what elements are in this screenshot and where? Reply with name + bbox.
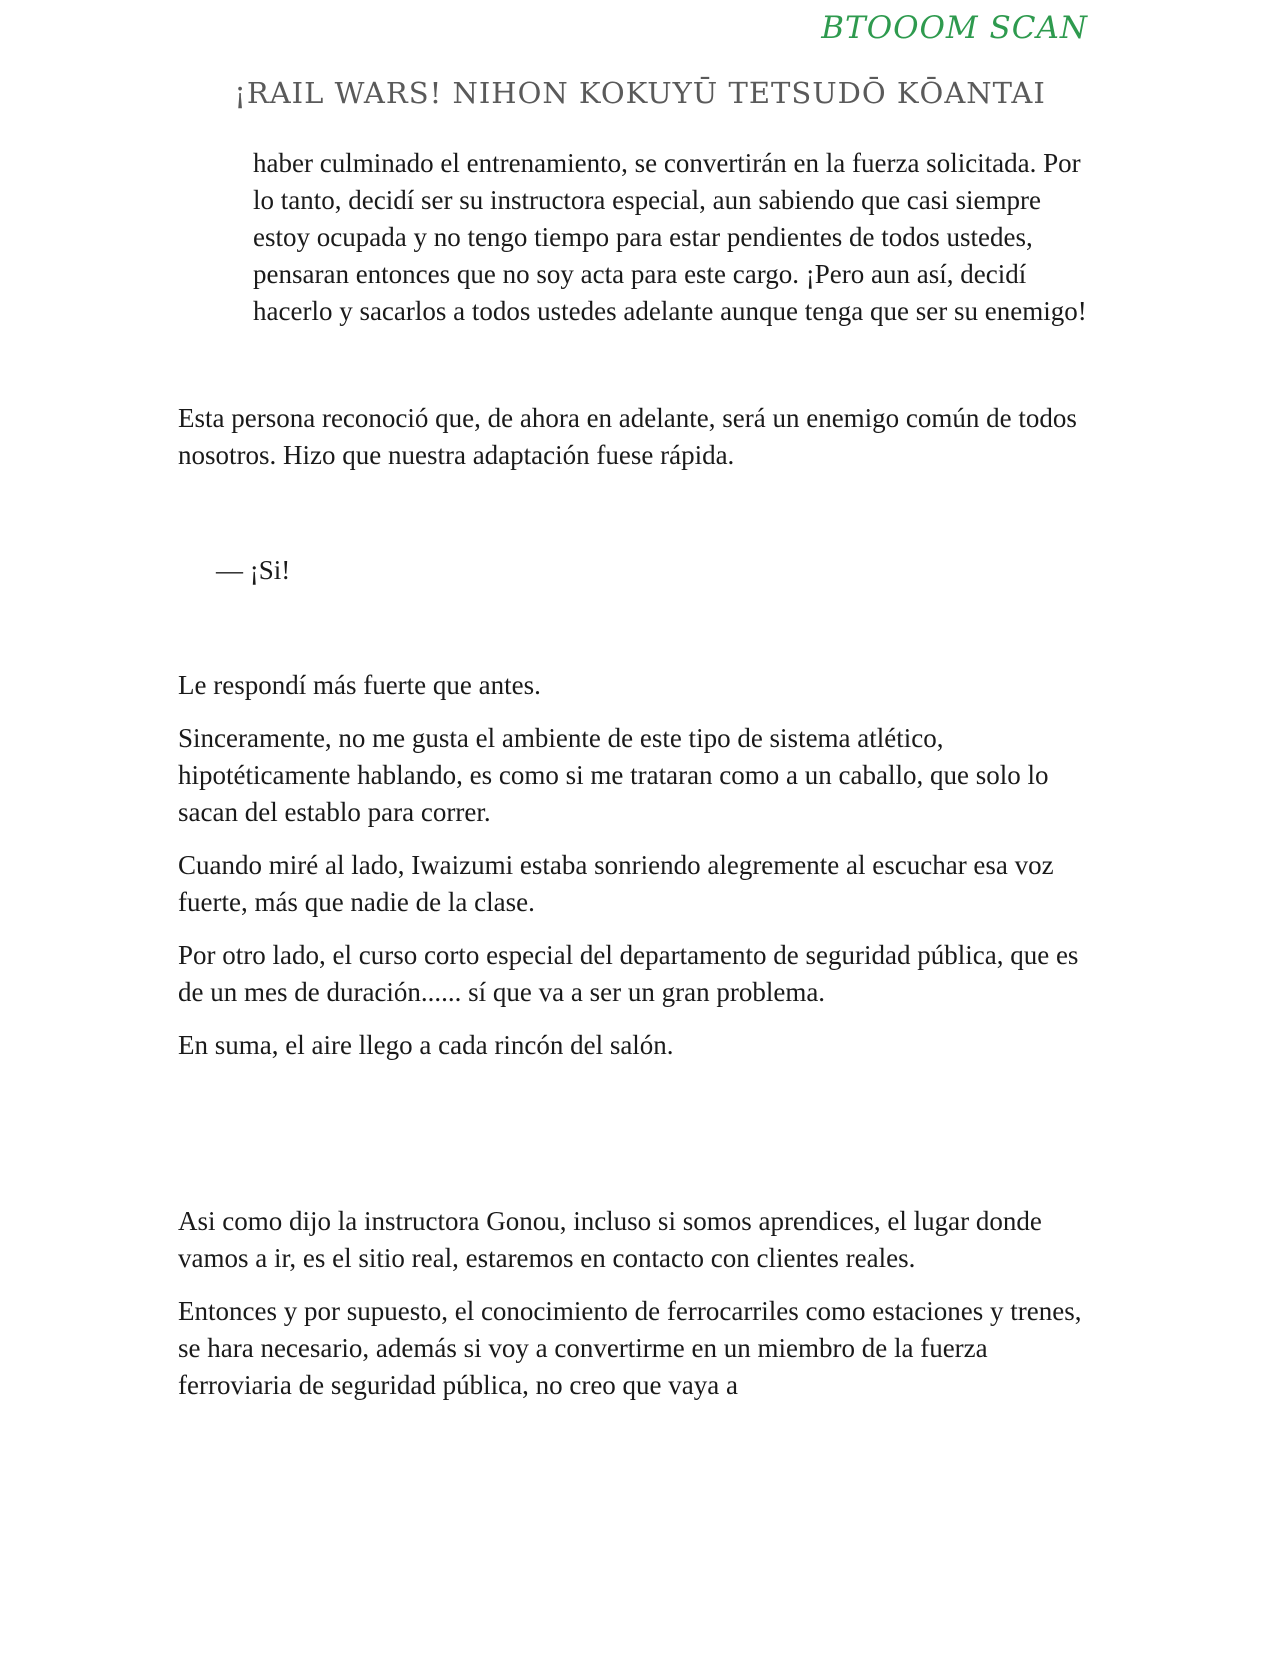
running-header: ¡RAIL WARS! NIHON KOKUYŪ TETSUDŌ KŌANTAI xyxy=(234,76,1046,110)
paragraph: Le respondí más fuerte que antes. xyxy=(178,670,541,700)
paragraph: Esta persona reconoció que, de ahora en adelante, será un enemigo común de todos nosotros. Hizo que nuestra adaptación fuese rápida. xyxy=(178,403,1077,470)
dialogue-line: — ¡Si! xyxy=(216,555,291,585)
paragraph: Sinceramente, no me gusta el ambiente de este tipo de sistema atlético, hipotéticamente hablando, es como si me trataran como a un caballo, que solo lo sacan del establo para correr. xyxy=(178,723,1049,827)
page-body xyxy=(178,145,1098,1420)
paragraph: Asi como dijo la instructora Gonou, incluso si somos aprendices, el lugar donde vamos a ir, es el sitio real, estaremos en contacto con clientes reales. xyxy=(178,1206,1042,1273)
paragraph-gap xyxy=(178,490,1098,552)
scanlation-watermark: BTOOOM SCAN xyxy=(821,10,1088,46)
quote-continuation: haber culminado el entrenamiento, se convertirán en la fuerza solicitada. Por lo tanto, decidí ser su instructora especial, aun sabiendo que casi siempre estoy ocupada y no tengo tiempo para estar pendientes de todos ustedes, pensaran entonces que no soy acta para este cargo. ¡Pero aun así, decidí hacerlo y sacarlos a todos ustedes adelante aunque tenga que ser su enemigo! xyxy=(253,148,1087,326)
paragraph: Por otro lado, el curso corto especial del departamento de seguridad pública, que es de un mes de duración...... sí que va a ser un gran problema. xyxy=(178,940,1079,1007)
paragraph: En suma, el aire llego a cada rincón del salón. xyxy=(178,1030,674,1060)
scene-break-gap xyxy=(178,1080,1098,1203)
paragraph-gap xyxy=(178,330,1098,400)
paragraph-gap xyxy=(178,605,1098,667)
paragraph: Cuando miré al lado, Iwaizumi estaba sonriendo alegremente al escuchar esa voz fuerte, más que nadie de la clase. xyxy=(178,850,1054,917)
paragraph: Entonces y por supuesto, el conocimiento de ferrocarriles como estaciones y trenes, se hara necesario, además si voy a convertirme en un miembro de la fuerza ferroviaria de seguridad pública, no creo que vaya a xyxy=(178,1296,1082,1400)
